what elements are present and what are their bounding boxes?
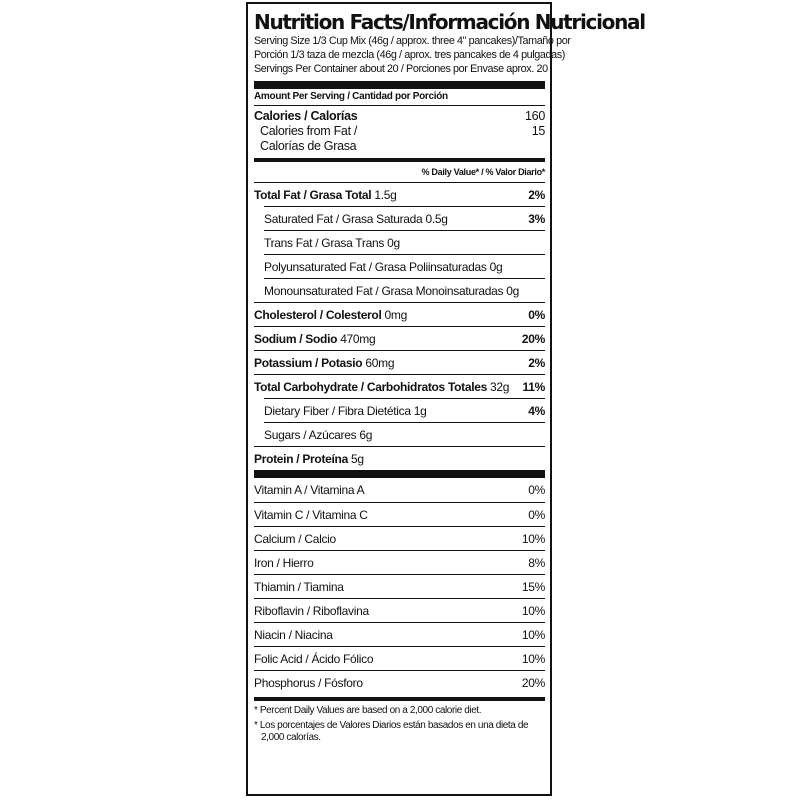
vitamin-pct: 8% — [528, 555, 545, 570]
calories-from-fat-row — [260, 124, 545, 139]
vitamin-pct: 0% — [528, 507, 545, 522]
nutrient-amount: 0g — [387, 235, 400, 250]
nutrient-amount: 1.5g — [374, 187, 397, 202]
vitamin-label: Calcium / Calcio — [254, 531, 336, 546]
nutrient-row-total-carbohydrate — [254, 374, 545, 398]
nutrient-row-trans-fat — [264, 230, 545, 254]
nutrient-amount: 0.5g — [425, 211, 448, 226]
footnote-spanish-1: * Los porcentajes de Valores Diarios están basados en una dieta de — [254, 720, 529, 731]
nutrient-label: Sugars / Azúcares — [264, 427, 357, 442]
nutrient-row-sodium — [254, 326, 545, 350]
vitamin-label: Niacin / Niacina — [254, 627, 333, 642]
nutrient-pct: 0% — [528, 307, 545, 322]
nutrient-amount: 32g — [490, 379, 510, 394]
calories-value: 160 — [525, 109, 545, 123]
vitamin-label: Riboflavin / Riboflavina — [254, 603, 369, 618]
divider — [254, 105, 545, 106]
vitamin-label: Folic Acid / Ácido Fólico — [254, 651, 374, 666]
vitamin-pct: 15% — [521, 579, 545, 594]
nutrient-amount: 0g — [489, 259, 503, 274]
calories-from-fat-row-2 — [260, 139, 545, 154]
nutrient-pct: 4% — [528, 403, 545, 418]
vitamin-label: Vitamin C / Vitamina C — [254, 507, 368, 522]
nutrient-amount: 60mg — [365, 355, 395, 370]
vitamin-row-calcium — [254, 526, 545, 550]
nutrient-label: Protein / Proteína — [254, 451, 348, 466]
nutrient-label: Saturated Fat / Grasa Saturada — [264, 211, 423, 226]
amount-per-serving-header: Amount Per Serving / Cantidad por Porción — [254, 91, 448, 102]
nutrient-pct: 2% — [528, 355, 545, 370]
footnote-spanish-2: 2,000 calorías. — [261, 732, 321, 743]
nutrient-row-total-fat — [254, 182, 545, 206]
nutrient-row-monounsaturated-fat — [264, 278, 545, 302]
nutrient-amount: 1g — [413, 403, 427, 418]
nutrient-row-dietary-fiber — [264, 398, 545, 422]
vitamin-label: Iron / Hierro — [254, 555, 314, 570]
vitamin-pct: 10% — [521, 627, 545, 642]
nutrient-label: Trans Fat / Grasa Trans — [264, 235, 385, 250]
nutrient-row-polyunsaturated-fat — [264, 254, 545, 278]
nutrient-pct: 20% — [521, 331, 545, 346]
daily-value-header: % Daily Value* / % Valor Diario* — [421, 167, 545, 177]
vitamin-label: Vitamin A / Vitamina A — [254, 483, 365, 497]
calories-from-fat-label: Calories from Fat / — [260, 124, 358, 138]
vitamin-row-a — [254, 478, 545, 502]
nutrient-amount: 0g — [506, 283, 520, 298]
calories-from-fat-value: 15 — [531, 124, 545, 138]
calories-row — [254, 109, 545, 124]
servings-per-container: Servings Per Container about 20 / Porciones por Envase aprox. 20 — [254, 63, 548, 75]
vitamin-row-thiamin — [254, 574, 545, 598]
calories-label: Calories / Calorías — [254, 109, 358, 123]
vitamin-row-riboflavin — [254, 598, 545, 622]
vitamin-label: Thiamin / Tiamina — [254, 579, 344, 594]
footnote-divider — [254, 697, 545, 701]
vitamin-pct: 10% — [521, 531, 545, 546]
nutrient-row-protein — [254, 446, 545, 470]
nutrient-pct: 2% — [528, 187, 545, 202]
nutrient-row-potassium — [254, 350, 545, 374]
vitamin-pct: 10% — [521, 651, 545, 666]
vitamin-row-niacin — [254, 622, 545, 646]
nutrient-amount: 6g — [359, 427, 373, 442]
nutrient-label: Sodium / Sodio — [254, 331, 338, 346]
nutrient-row-sugars — [264, 422, 545, 446]
footnote-english: * Percent Daily Values are based on a 2,000 calorie diet. — [254, 705, 482, 716]
nutrient-label: Cholesterol / Colesterol — [254, 307, 382, 322]
thick-divider-vitamins — [254, 470, 545, 478]
vitamin-row-iron — [254, 550, 545, 574]
vitamin-row-c — [254, 502, 545, 526]
vitamin-label: Phosphorus / Fósforo — [254, 675, 363, 690]
vitamin-pct: 20% — [521, 675, 545, 690]
nutrient-label: Potassium / Potasio — [254, 355, 363, 370]
nutrient-row-saturated-fat — [264, 206, 545, 230]
nutrient-label: Monounsaturated Fat / Grasa Monoinsaturadas — [264, 283, 504, 298]
nutrition-facts-panel — [246, 2, 645, 796]
vitamin-row-phosphorus — [254, 670, 545, 694]
nutrient-amount: 5g — [351, 451, 364, 466]
vitamin-pct: 10% — [521, 603, 545, 618]
nutrient-pct: 3% — [528, 211, 545, 226]
serving-size-line-1: Serving Size 1/3 Cup Mix (46g / approx. three 4" pancakes)/Tamaño por — [254, 35, 571, 47]
nutrient-label: Polyunsaturated Fat / Grasa Poliinsaturadas — [264, 259, 487, 274]
nutrient-amount: 0mg — [384, 307, 407, 322]
nutrient-amount: 470mg — [340, 331, 376, 346]
nutrient-label: Total Fat / Grasa Total — [254, 187, 372, 202]
serving-size-line-2: Porción 1/3 taza de mezcla (46g / aprox. tres pancakes de 4 pulgadas) — [254, 49, 565, 61]
nutrient-label: Total Carbohydrate / Carbohidratos Totales — [254, 379, 487, 394]
vitamin-row-folic-acid — [254, 646, 545, 670]
nutrient-pct: 11% — [522, 379, 545, 394]
nutrient-row-cholesterol — [254, 302, 545, 326]
nutrient-label: Dietary Fiber / Fibra Dietética — [264, 403, 411, 418]
vitamin-pct: 0% — [528, 483, 545, 497]
thick-divider — [254, 81, 545, 89]
calories-from-fat-label-es: Calorías de Grasa — [260, 139, 357, 153]
label-title: Nutrition Facts/Información Nutricional — [254, 10, 645, 34]
